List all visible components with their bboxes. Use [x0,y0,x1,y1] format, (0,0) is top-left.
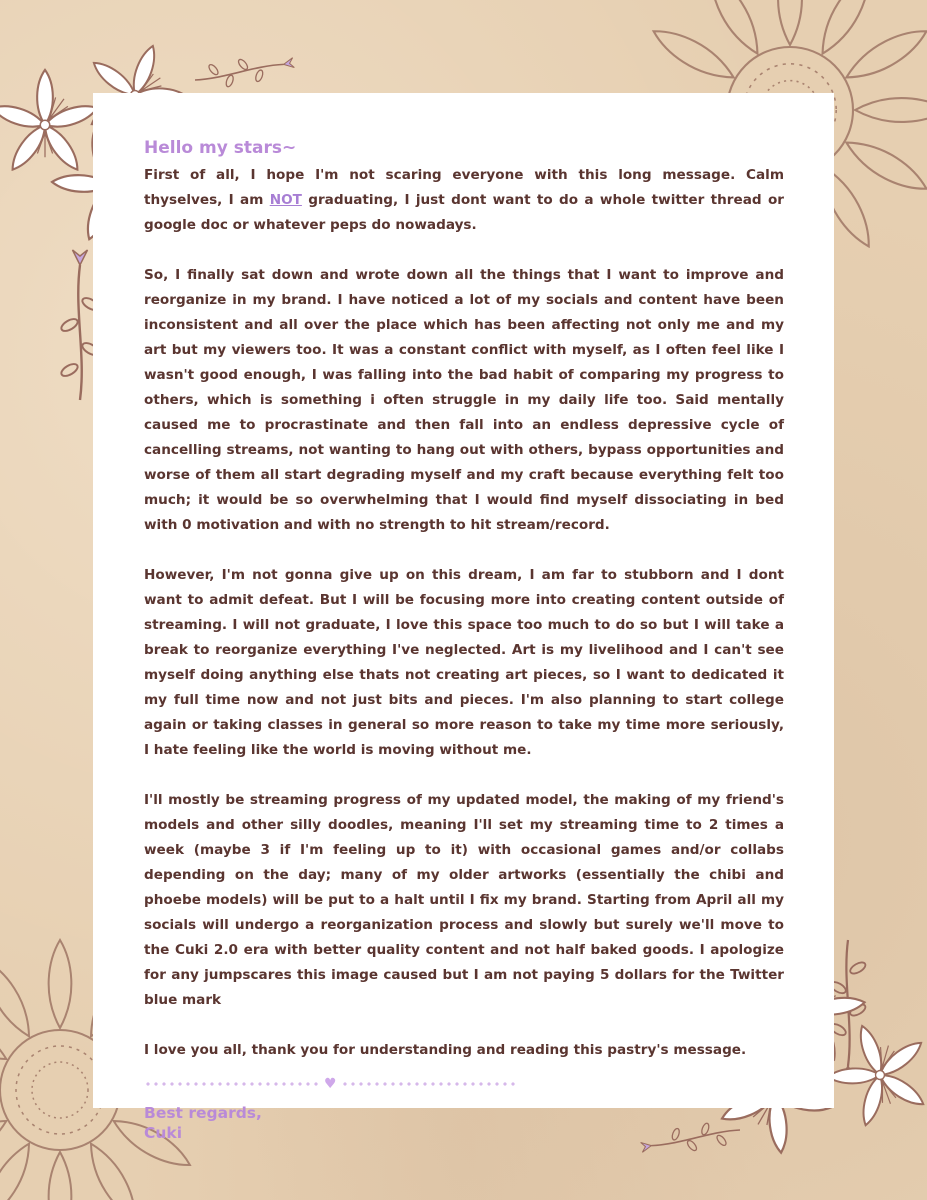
paragraph-1-start: First of all, I hope I'm not scaring everyone with this long message. Calm thyselves, I am [144,167,784,208]
paragraph-2: So, I finally sat down and wrote down all the things that I want to improve and reorganize in my brand. I have noticed a lot of my socials and content have been inconsistent and all over the place which has been affecting not only me and my art but my viewers too. It was a constant conflict with myself, as I often feel like I wasn't good enough, I was falling into the bad habit of comparing my progress to others, which is something i often struggle in my daily life too. Said mentally caused me to procrastinate and then fall into an endless depressive cycle of cancelling streams, not wanting to hang out with others, bypass opportunities and worse of them all start degrading myself and my craft because everything felt too much; it would be so overwhelming that I would find myself dissociating in bed with 0 motivation and with no strength to hit stream/record. [144,267,784,533]
emphasis-not: NOT [269,192,302,208]
paragraph-3: However, I'm not gonna give up on this dream, I am far to stubborn and I dont want to admit defeat. But I will be focusing more into creating content outside of streaming. I will not graduate, I love this space too much to do so but I will take a break to reorganize everything I've neglected. Art is my livelihood and I can't see myself doing anything else thats not creating art pieces, so I want to dedicated it my full time now and not just bits and pieces. I'm also planning to start college again or taking classes in general so more reason to take my time more seriously, I hate feeling like the world is moving without me. [144,567,784,758]
paragraph-1-end: graduating, I just dont want to do a whole twitter thread or google doc or whatever peps do nowadays. [144,192,784,233]
dotted-heart-divider [144,1077,784,1091]
paragraph-4: I'll mostly be streaming progress of my updated model, the making of my friend's models and other silly doodles, meaning I'll set my streaming time to 2 times a week (maybe 3 if I'm feeling up to it) with occasional games and/or collabs depending on the day; many of my older artworks (essentially the chibi and phoebe models) will be put to a halt until I fix my brand. Starting from April all my socials will undergo a reorganization process and slowly but surely we'll move to the Cuki 2.0 era with better quality content and not half baked goods. I apologize for any jumpscares this image caused but I am not paying 5 dollars for the Twitter blue mark [144,792,784,1008]
leafy-sprig-top [193,49,296,93]
greeting: Hello my stars~ [144,138,297,158]
paragraph-1 [144,163,784,238]
divider-dots-right [341,1082,517,1086]
heart-icon: ♥ [324,1076,337,1092]
divider-dots-left [144,1082,320,1086]
paragraph-5: I love you all, thank you for understanding and reading this pastry's message. [144,1042,747,1058]
closing: Best regards, [144,1104,262,1122]
letter-body [144,136,784,1143]
signature: Cuki [144,1124,183,1142]
